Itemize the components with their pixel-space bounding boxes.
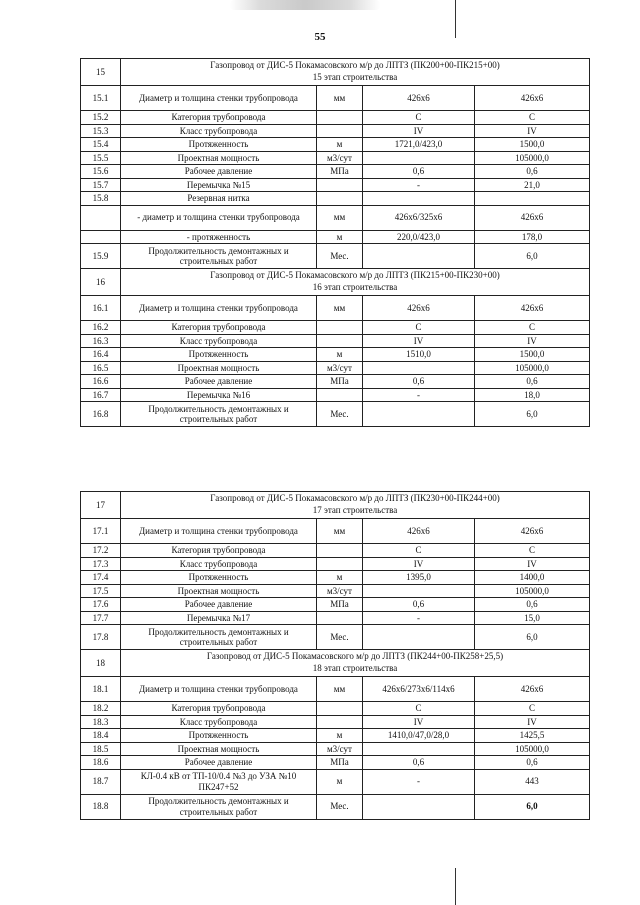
- row-number: 16.8: [81, 402, 121, 427]
- table-row: [81, 625, 590, 650]
- design-value: 105000,0: [475, 361, 590, 375]
- design-value: 6,0: [475, 794, 590, 819]
- existing-value: -: [363, 769, 475, 794]
- unit: [317, 388, 363, 402]
- unit: [317, 544, 363, 558]
- table-row: [81, 584, 590, 598]
- table-row: [81, 769, 590, 794]
- design-value: 105000,0: [475, 584, 590, 598]
- existing-value: 426x6: [363, 519, 475, 544]
- row-number: 16.1: [81, 296, 121, 321]
- existing-value: 426x6/273x6/114x6: [363, 677, 475, 702]
- design-value: 6,0: [475, 402, 590, 427]
- unit: мм: [317, 86, 363, 111]
- row-number: 16.6: [81, 375, 121, 389]
- table-row: [81, 729, 590, 743]
- section-header-row: [81, 650, 590, 677]
- unit: МПа: [317, 165, 363, 179]
- row-number: 18.7: [81, 769, 121, 794]
- table-row: [81, 178, 590, 192]
- unit: м: [317, 769, 363, 794]
- parameter-name: КЛ-0.4 кВ от ТП-10/0.4 №3 до УЗА №10 ПК247+52: [121, 769, 317, 794]
- section-subtitle: 18 этап строительства: [312, 663, 398, 673]
- unit: Мес.: [317, 244, 363, 269]
- row-number: [81, 230, 121, 244]
- unit: [317, 321, 363, 335]
- scan-line-bottom: [455, 868, 456, 905]
- parameter-name: Перемычка №16: [121, 388, 317, 402]
- table-row: [81, 230, 590, 244]
- existing-value: IV: [363, 557, 475, 571]
- existing-value: С: [363, 702, 475, 716]
- design-value: 426x6: [475, 519, 590, 544]
- row-number: 16.5: [81, 361, 121, 375]
- design-value: IV: [475, 124, 590, 138]
- unit: м3/сут: [317, 742, 363, 756]
- design-value: 0,6: [475, 598, 590, 612]
- design-value: 0,6: [475, 756, 590, 770]
- table-row: [81, 151, 590, 165]
- section-title: Газопровод от ДИС-5 Покамасовского м/р до ЛПТЗ (ПК230+00-ПК244+00): [210, 493, 500, 504]
- table-row: [81, 124, 590, 138]
- existing-value: 220,0/423,0: [363, 230, 475, 244]
- table-row: [81, 244, 590, 269]
- unit: МПа: [317, 375, 363, 389]
- section-header-row: [81, 269, 590, 296]
- unit: мм: [317, 677, 363, 702]
- row-number: 17.3: [81, 557, 121, 571]
- section-title-cell: [121, 269, 590, 296]
- parameter-name: Рабочее давление: [121, 756, 317, 770]
- existing-value: 1510,0: [363, 348, 475, 362]
- parameter-name: Продолжительность демонтажных и строительных работ: [121, 625, 317, 650]
- table-row: [81, 715, 590, 729]
- table-row: [81, 165, 590, 179]
- table-row: [81, 557, 590, 571]
- section-title-cell: [121, 650, 590, 677]
- row-number: 18.4: [81, 729, 121, 743]
- parameter-name: Категория трубопровода: [121, 702, 317, 716]
- table-row: [81, 677, 590, 702]
- row-number: 15.7: [81, 178, 121, 192]
- parameter-name: Рабочее давление: [121, 598, 317, 612]
- row-number: 16.7: [81, 388, 121, 402]
- parameter-name: Проектная мощность: [121, 584, 317, 598]
- parameter-name: Протяженность: [121, 571, 317, 585]
- row-number: 15.5: [81, 151, 121, 165]
- table-row: [81, 205, 590, 230]
- section-number: 16: [81, 269, 121, 296]
- design-value: С: [475, 321, 590, 335]
- existing-value: -: [363, 388, 475, 402]
- row-number: 17.4: [81, 571, 121, 585]
- unit: м: [317, 230, 363, 244]
- design-value: 1500,0: [475, 348, 590, 362]
- parameter-name: Рабочее давление: [121, 165, 317, 179]
- existing-value: [363, 151, 475, 165]
- row-number: 17.8: [81, 625, 121, 650]
- design-value: 426x6: [475, 205, 590, 230]
- row-number: 18.1: [81, 677, 121, 702]
- section-title-cell: [121, 59, 590, 86]
- parameter-name: Продолжительность демонтажных и строительных работ: [121, 794, 317, 819]
- existing-value: [363, 402, 475, 427]
- page-number: 55: [314, 31, 326, 43]
- existing-value: С: [363, 111, 475, 125]
- design-value: IV: [475, 557, 590, 571]
- section-title-cell: [121, 492, 590, 519]
- existing-value: 426x6: [363, 296, 475, 321]
- design-value: 443: [475, 769, 590, 794]
- parameter-name: Диаметр и толщина стенки трубопровода: [121, 519, 317, 544]
- design-value: 0,6: [475, 165, 590, 179]
- existing-value: С: [363, 321, 475, 335]
- parameter-name: - диаметр и толщина стенки трубопровода: [121, 205, 317, 230]
- row-number: 16.2: [81, 321, 121, 335]
- row-number: 15.8: [81, 192, 121, 206]
- section-number: 15: [81, 59, 121, 86]
- table-row: [81, 111, 590, 125]
- parameter-name: Класс трубопровода: [121, 715, 317, 729]
- unit: м: [317, 138, 363, 152]
- existing-value: [363, 584, 475, 598]
- parameter-name: Класс трубопровода: [121, 557, 317, 571]
- parameter-name: - протяженность: [121, 230, 317, 244]
- existing-value: С: [363, 544, 475, 558]
- row-number: 17.1: [81, 519, 121, 544]
- unit: мм: [317, 205, 363, 230]
- unit: мм: [317, 296, 363, 321]
- section-number: 17: [81, 492, 121, 519]
- table-row: [81, 702, 590, 716]
- section-number: 18: [81, 650, 121, 677]
- row-number: [81, 205, 121, 230]
- design-value: 18,0: [475, 388, 590, 402]
- row-number: 15.2: [81, 111, 121, 125]
- unit: м3/сут: [317, 151, 363, 165]
- design-value: С: [475, 544, 590, 558]
- existing-value: 0,6: [363, 165, 475, 179]
- row-number: 17.6: [81, 598, 121, 612]
- existing-value: -: [363, 178, 475, 192]
- parameter-name: Класс трубопровода: [121, 334, 317, 348]
- design-value: С: [475, 111, 590, 125]
- row-number: 15.4: [81, 138, 121, 152]
- row-number: 15.1: [81, 86, 121, 111]
- table-row: [81, 138, 590, 152]
- parameter-name: Диаметр и толщина стенки трубопровода: [121, 86, 317, 111]
- unit: [317, 178, 363, 192]
- section-header-row: [81, 492, 590, 519]
- section-title: Газопровод от ДИС-5 Покамасовского м/р до ЛПТЗ (ПК215+00-ПК230+00): [210, 270, 500, 281]
- unit: [317, 192, 363, 206]
- unit: МПа: [317, 598, 363, 612]
- table-row: [81, 742, 590, 756]
- existing-value: [363, 794, 475, 819]
- existing-value: IV: [363, 334, 475, 348]
- design-value: IV: [475, 715, 590, 729]
- design-value: 15,0: [475, 611, 590, 625]
- unit: [317, 111, 363, 125]
- design-value: 105000,0: [475, 742, 590, 756]
- table-row: [81, 361, 590, 375]
- parameter-name: Резервная нитка: [121, 192, 317, 206]
- existing-value: 1410,0/47,0/28,0: [363, 729, 475, 743]
- section-header-row: [81, 59, 590, 86]
- table-row: [81, 334, 590, 348]
- design-value: [475, 192, 590, 206]
- unit: м: [317, 571, 363, 585]
- parameter-name: Категория трубопровода: [121, 544, 317, 558]
- table-row: [81, 296, 590, 321]
- unit: м3/сут: [317, 584, 363, 598]
- row-number: 15.6: [81, 165, 121, 179]
- table-row: [81, 598, 590, 612]
- table-row: [81, 756, 590, 770]
- unit: [317, 611, 363, 625]
- design-value: С: [475, 702, 590, 716]
- table-row: [81, 402, 590, 427]
- parameter-name: Диаметр и толщина стенки трубопровода: [121, 296, 317, 321]
- unit: МПа: [317, 756, 363, 770]
- existing-value: 0,6: [363, 598, 475, 612]
- unit: Мес.: [317, 402, 363, 427]
- parameter-name: Перемычка №17: [121, 611, 317, 625]
- existing-value: [363, 192, 475, 206]
- section-subtitle: 17 этап строительства: [312, 505, 398, 515]
- design-value: 1425,5: [475, 729, 590, 743]
- parameter-name: Продолжительность демонтажных и строительных работ: [121, 402, 317, 427]
- parameter-name: Протяженность: [121, 729, 317, 743]
- table-row: [81, 611, 590, 625]
- section-title: Газопровод от ДИС-5 Покамасовского м/р до ЛПТЗ (ПК200+00-ПК215+00): [210, 60, 500, 71]
- specs-table-2: [80, 491, 590, 820]
- row-number: 18.3: [81, 715, 121, 729]
- unit: [317, 715, 363, 729]
- design-value: 178,0: [475, 230, 590, 244]
- section-title: Газопровод от ДИС-5 Покамасовского м/р до ЛПТЗ (ПК244+00-ПК258+25,5): [206, 651, 504, 662]
- table-row: [81, 321, 590, 335]
- unit: мм: [317, 519, 363, 544]
- existing-value: 0,6: [363, 756, 475, 770]
- parameter-name: Категория трубопровода: [121, 111, 317, 125]
- table-row: [81, 571, 590, 585]
- row-number: 15.3: [81, 124, 121, 138]
- parameter-name: Протяженность: [121, 138, 317, 152]
- unit: Мес.: [317, 625, 363, 650]
- parameter-name: Продолжительность демонтажных и строительных работ: [121, 244, 317, 269]
- table-row: [81, 519, 590, 544]
- unit: м: [317, 729, 363, 743]
- design-value: 1500,0: [475, 138, 590, 152]
- unit: [317, 702, 363, 716]
- scan-artifact: [230, 0, 380, 10]
- parameter-name: Категория трубопровода: [121, 321, 317, 335]
- existing-value: [363, 244, 475, 269]
- table-row: [81, 348, 590, 362]
- table-row: [81, 388, 590, 402]
- design-value: 426x6: [475, 86, 590, 111]
- specs-table-1: [80, 58, 590, 427]
- existing-value: 426x6/325x6: [363, 205, 475, 230]
- existing-value: 1721,0/423,0: [363, 138, 475, 152]
- existing-value: [363, 361, 475, 375]
- parameter-name: Протяженность: [121, 348, 317, 362]
- existing-value: IV: [363, 124, 475, 138]
- row-number: 17.5: [81, 584, 121, 598]
- parameter-name: Проектная мощность: [121, 361, 317, 375]
- row-number: 16.4: [81, 348, 121, 362]
- row-number: 18.8: [81, 794, 121, 819]
- unit: м3/сут: [317, 361, 363, 375]
- design-value: 426x6: [475, 296, 590, 321]
- design-value: 0,6: [475, 375, 590, 389]
- unit: [317, 124, 363, 138]
- existing-value: [363, 625, 475, 650]
- existing-value: 426x6: [363, 86, 475, 111]
- section-subtitle: 15 этап строительства: [312, 72, 398, 82]
- design-value: 6,0: [475, 625, 590, 650]
- table-row: [81, 192, 590, 206]
- existing-value: IV: [363, 715, 475, 729]
- parameter-name: Диаметр и толщина стенки трубопровода: [121, 677, 317, 702]
- row-number: 15.9: [81, 244, 121, 269]
- existing-value: 0,6: [363, 375, 475, 389]
- row-number: 18.2: [81, 702, 121, 716]
- design-value: 6,0: [475, 244, 590, 269]
- parameter-name: Проектная мощность: [121, 742, 317, 756]
- row-number: 18.6: [81, 756, 121, 770]
- table-row: [81, 794, 590, 819]
- unit: Мес.: [317, 794, 363, 819]
- existing-value: [363, 742, 475, 756]
- row-number: 16.3: [81, 334, 121, 348]
- table-row: [81, 86, 590, 111]
- unit: [317, 557, 363, 571]
- row-number: 17.2: [81, 544, 121, 558]
- row-number: 17.7: [81, 611, 121, 625]
- row-number: 18.5: [81, 742, 121, 756]
- unit: [317, 334, 363, 348]
- design-value: 21,0: [475, 178, 590, 192]
- parameter-name: Класс трубопровода: [121, 124, 317, 138]
- existing-value: 1395,0: [363, 571, 475, 585]
- design-value: IV: [475, 334, 590, 348]
- parameter-name: Проектная мощность: [121, 151, 317, 165]
- design-value: 105000,0: [475, 151, 590, 165]
- unit: м: [317, 348, 363, 362]
- section-subtitle: 16 этап строительства: [312, 282, 398, 292]
- parameter-name: Рабочее давление: [121, 375, 317, 389]
- parameter-name: Перемычка №15: [121, 178, 317, 192]
- table-row: [81, 375, 590, 389]
- existing-value: -: [363, 611, 475, 625]
- table-row: [81, 544, 590, 558]
- design-value: 426x6: [475, 677, 590, 702]
- design-value: 1400,0: [475, 571, 590, 585]
